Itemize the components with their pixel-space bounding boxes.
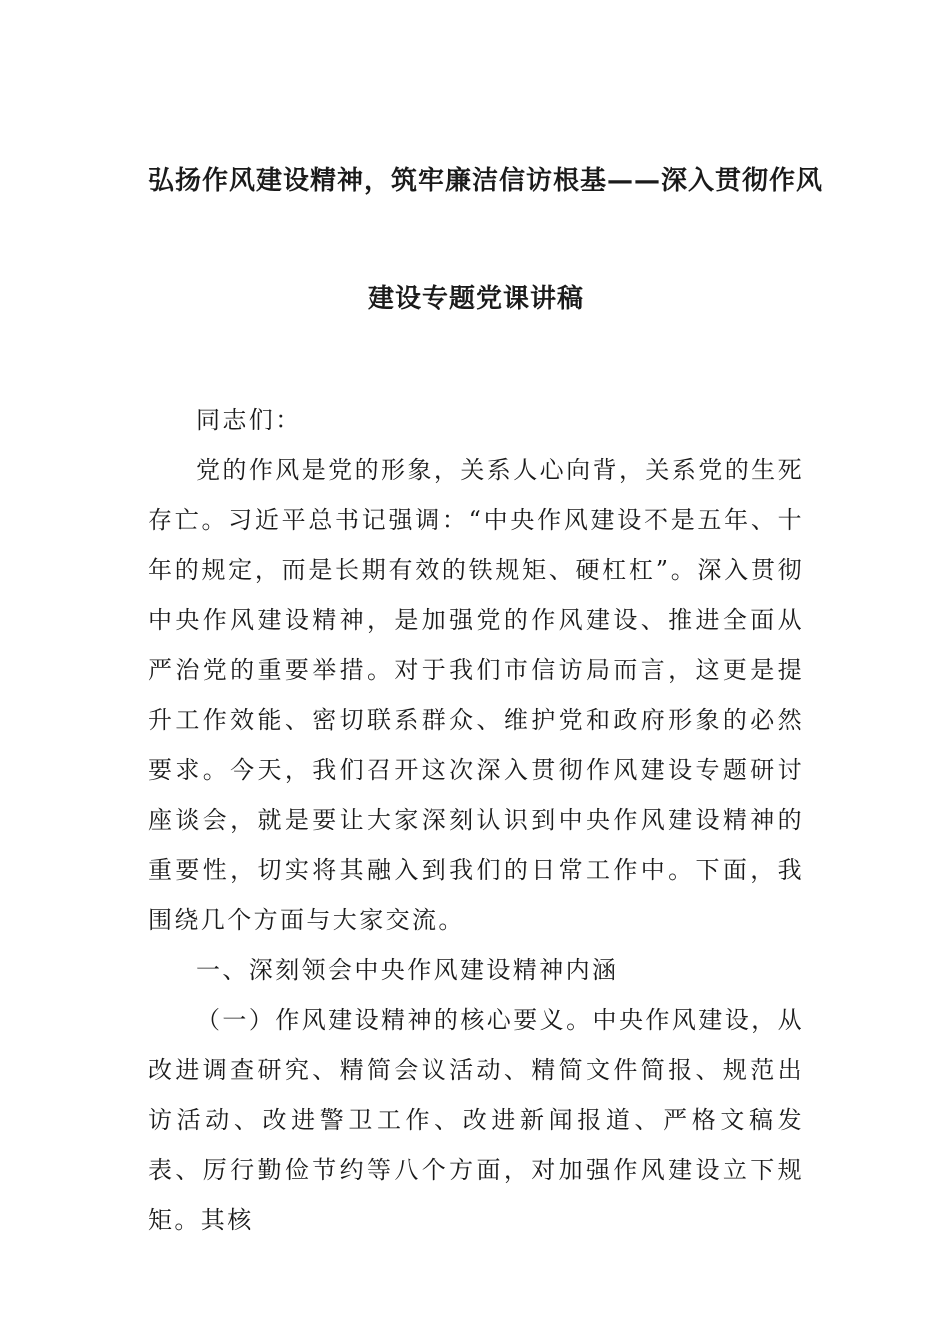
document-body [148,395,804,1245]
salutation: 同志们： [196,406,302,434]
document-title-line-1: 弘扬作风建设精神，筑牢廉洁信访根基——深入贯彻作风 [148,166,824,196]
section-heading-1: 一、深刻领会中央作风建设精神内涵 [196,956,619,984]
document-title-line-2: 建设专题党课讲稿 [367,284,584,314]
paragraph-core-requirements: （一）作风建设精神的核心要义。中央作风建设，从改进调查研究、精简会议活动、精简文件简报、规范出访活动、改进警卫工作、改进新闻报道、严格文稿发表、厉行勤俭节约等八个方面，对加强作风建设立下规矩。其核 [148,1006,804,1234]
paragraph-intro: 党的作风是党的形象，关系人心向背，关系党的生死存亡。习近平总书记强调：“中央作风建设不是五年、十年的规定，而是长期有效的铁规矩、硬杠杠”。深入贯彻中央作风建设精神，是加强党的作风建设、推进全面从严治党的重要举措。对于我们市信访局而言，这更是提升工作效能、密切联系群众、维护党和政府形象的必然要求。今天，我们召开这次深入贯彻作风建设专题研讨座谈会，就是要让大家深刻认识到中央作风建设精神的重要性，切实将其融入到我们的日常工作中。下面，我围绕几个方面与大家交流。 [148,456,804,934]
